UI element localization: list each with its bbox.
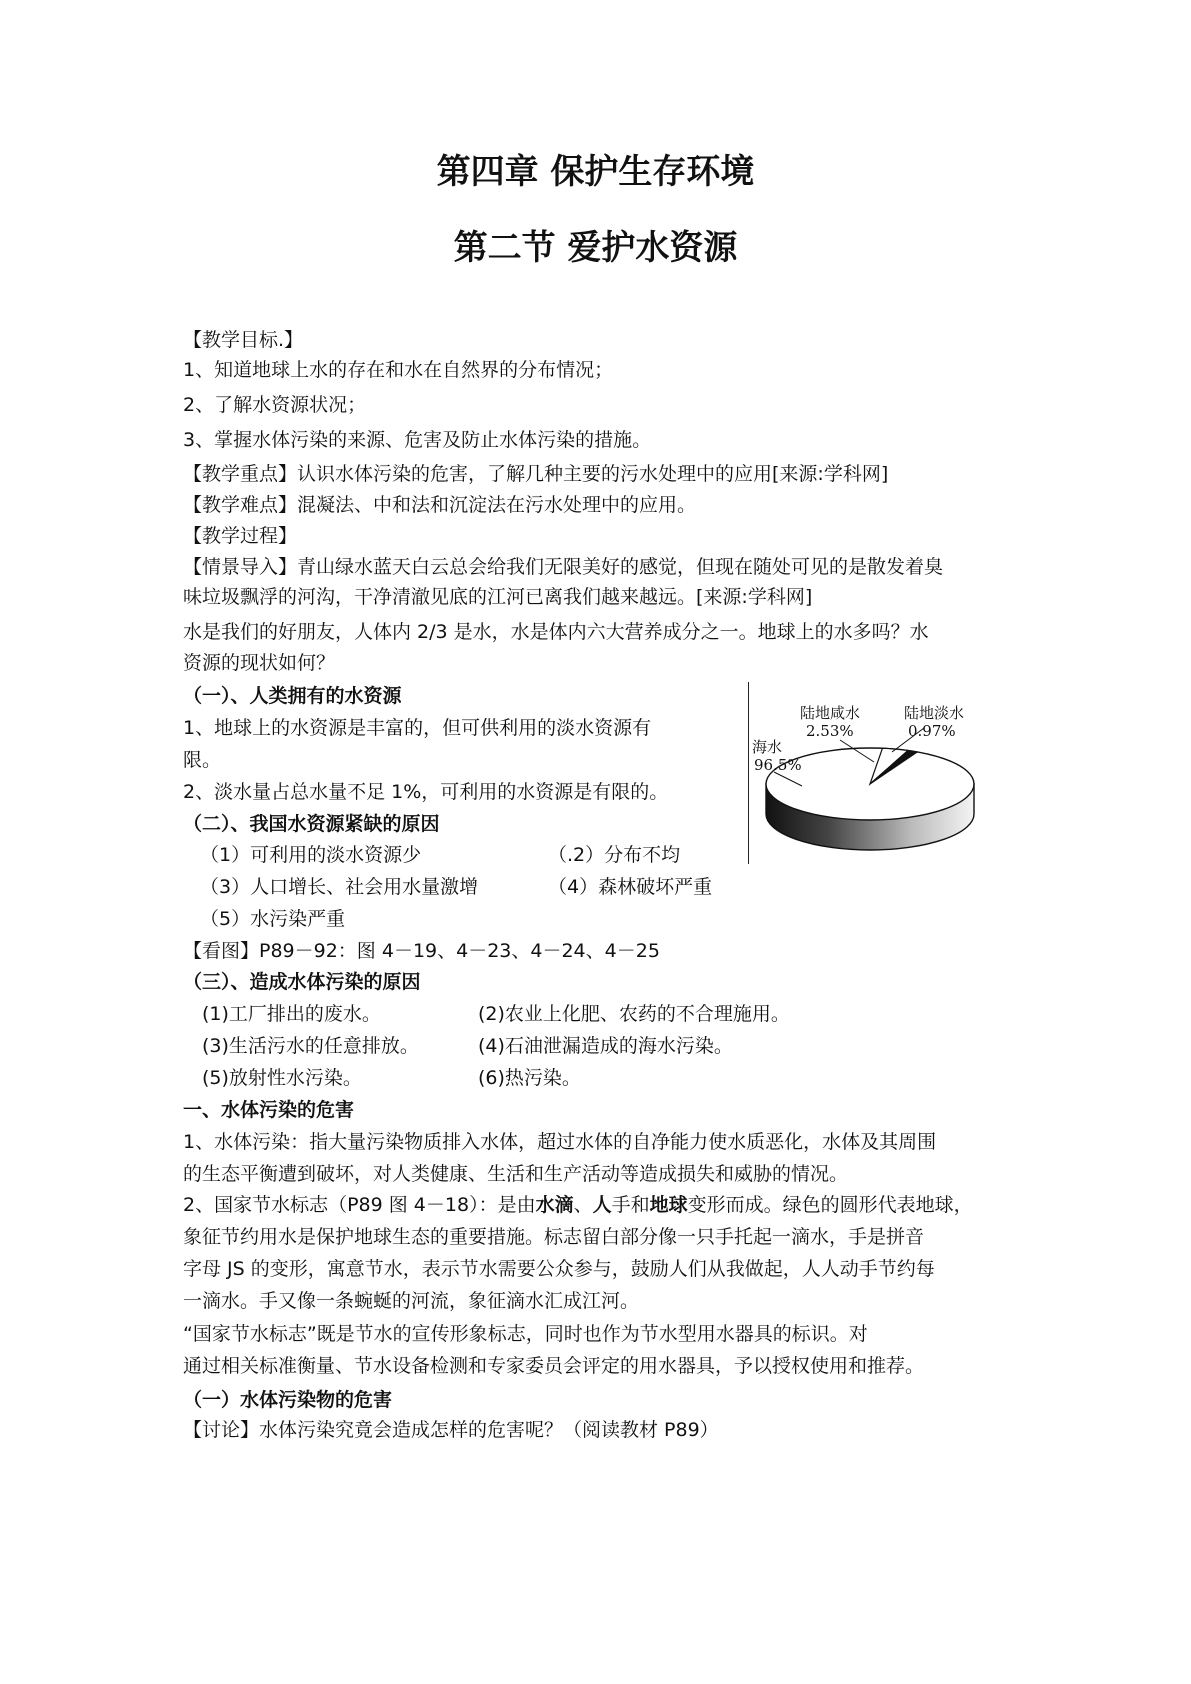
section3-item: (6)热污染。: [478, 1067, 581, 1089]
water-distribution-pie-chart: [752, 686, 988, 876]
section3-item: (1)工厂排出的废水。: [202, 1003, 381, 1025]
section2-item: （3）人口增长、社会用水量激增: [200, 876, 479, 898]
see-figure: 【看图】P89－92：图 4－19、4－23、4－24、4－25: [183, 940, 660, 962]
section1-line: 限。: [183, 749, 222, 771]
part1-line: 1、水体污染：指大量污染物质排入水体，超过水体的自净能力使水质恶化，水体及其周围: [183, 1131, 937, 1153]
section3-heading: （三）、造成水体污染的原因: [183, 971, 421, 993]
value-land-salt: 2.53%: [806, 722, 854, 740]
label-sea: 海水: [752, 738, 783, 756]
logo-line: 字母 JS 的变形，寓意节水，表示节水需要公众参与，鼓励人们从我做起，人人动手节约每: [183, 1258, 935, 1280]
section3-item: (4)石油泄漏造成的海水污染。: [478, 1035, 733, 1057]
section1-heading: （一）、人类拥有的水资源: [183, 685, 402, 707]
section2-item: （.2）分布不均: [548, 844, 681, 866]
intro-line: 水是我们的好朋友，人体内 2/3 是水，水是体内六大营养成分之一。地球上的水多吗？水: [183, 621, 929, 643]
value-land-fresh: 0.97%: [908, 722, 956, 740]
logo-sep: 、: [573, 1194, 593, 1216]
logo-line: 一滴水。手又像一条蜿蜒的河流，象征滴水汇成江河。: [183, 1290, 640, 1312]
logo-prefix: 2、国家节水标志（P89 图 4－18）：是由: [183, 1194, 536, 1216]
objective-1: 1、知道地球上水的存在和水在自然界的分布情况；: [183, 359, 614, 381]
section3-item: (5)放射性水污染。: [202, 1067, 362, 1089]
logo-line: “国家节水标志”既是节水的宣传形象标志，同时也作为节水型用水器具的标识。对: [183, 1323, 868, 1345]
logo-line: 通过相关标准衡量、节水设备检测和专家委员会评定的用水器具，予以授权使用和推荐。: [183, 1355, 925, 1377]
logo-keyword: 水滴: [535, 1194, 574, 1216]
intro-line: 味垃圾飘浮的河沟，干净清澈见底的江河已离我们越来越远。[来源:学科网]: [183, 586, 813, 608]
logo-paragraph-first-line: [183, 1193, 973, 1217]
intro-line: 【情景导入】青山绿水蓝天白云总会给我们无限美好的感觉，但现在随处可见的是散发着臭: [183, 556, 944, 578]
difficulty: 【教学难点】混凝法、中和法和沉淀法在污水处理中的应用。: [183, 494, 697, 516]
sub1-heading: （一）水体污染物的危害: [183, 1389, 393, 1411]
chapter-title: 第四章 保护生存环境: [436, 152, 755, 192]
label-land-fresh: 陆地淡水: [904, 704, 965, 722]
logo-line: 象征节约用水是保护地球生态的重要措施。标志留白部分像一只手托起一滴水，手是拼音: [183, 1226, 925, 1248]
part1-heading: 一、水体污染的危害: [183, 1099, 355, 1121]
figure-divider: [748, 682, 749, 864]
section3-item: (2)农业上化肥、农药的不合理施用。: [478, 1003, 790, 1025]
objectives-header: 【教学目标.】: [183, 329, 304, 351]
label-land-salt: 陆地咸水: [800, 704, 861, 722]
logo-keyword: 地球: [649, 1194, 688, 1216]
objective-2: 2、了解水资源状况；: [183, 394, 367, 416]
intro-line: 资源的现状如何？: [183, 652, 336, 674]
objective-3: 3、掌握水体污染的来源、危害及防止水体污染的措施。: [183, 429, 652, 451]
value-sea: 96.5%: [754, 756, 802, 774]
logo-sep: 手和: [611, 1194, 650, 1216]
logo-keyword: 人: [592, 1194, 612, 1216]
section2-heading: （二）、我国水资源紧缺的原因: [183, 813, 440, 835]
section2-item: （4）森林破坏严重: [548, 876, 713, 898]
section-title: 第二节 爱护水资源: [453, 228, 738, 268]
section3-item: (3)生活污水的任意排放。: [202, 1035, 419, 1057]
section1-line: 1、地球上的水资源是丰富的，但可供利用的淡水资源有: [183, 717, 652, 739]
part1-line: 的生态平衡遭到破坏，对人类健康、生活和生产活动等造成损失和威胁的情况。: [183, 1163, 849, 1185]
section2-item: （1）可利用的淡水资源少: [200, 844, 422, 866]
process-header: 【教学过程】: [183, 525, 298, 547]
section1-line: 2、淡水量占总水量不足 1%，可利用的水资源是有限的。: [183, 781, 669, 803]
section2-item: （5）水污染严重: [200, 908, 346, 930]
logo-suffix: 变形而成。绿色的圆形代表地球，: [687, 1194, 973, 1216]
discussion: 【讨论】水体污染究竟会造成怎样的危害呢？（阅读教材 P89）: [183, 1419, 719, 1441]
key-point: 【教学重点】认识水体污染的危害，了解几种主要的污水处理中的应用[来源:学科网]: [183, 463, 889, 485]
